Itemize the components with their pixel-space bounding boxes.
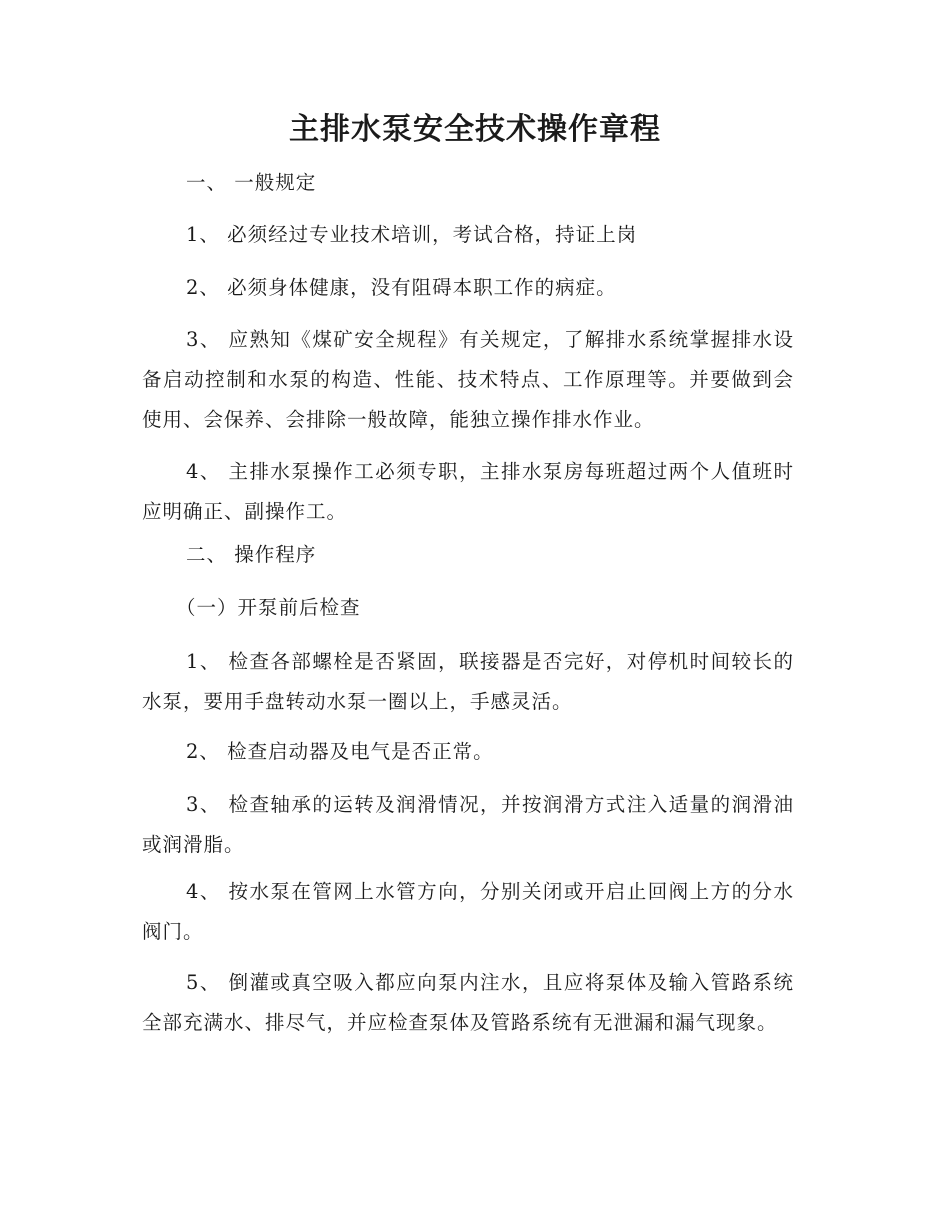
list-item: 4、 主排水泵操作工必须专职，主排水泵房每班超过两个人值班时应明确正、副操作工。 — [142, 460, 794, 523]
list-item: 4、 按水泵在管网上水管方向，分别关闭或开启止回阀上方的分水阀门。 — [142, 880, 794, 943]
list-item: 3、 检查轴承的运转及润滑情况，并按润滑方式注入适量的润滑油或润滑脂。 — [142, 793, 794, 856]
list-item: 2、 检查启动器及电气是否正常。 — [186, 740, 494, 763]
list-item: 1、 必须经过专业技术培训，考试合格，持证上岗 — [186, 223, 638, 246]
list-item: 1、 检查各部螺栓是否紧固，联接器是否完好，对停机时间较长的水泵，要用手盘转动水泵一圈以上，手感灵活。 — [142, 650, 794, 713]
list-item: 5、 倒灌或真空吸入都应向泵内注水，且应将泵体及输入管路系统全部充满水、排尽气，并应检查泵体及管路系统有无泄漏和漏气现象。 — [142, 971, 794, 1034]
document-title: 主排水泵安全技术操作章程 — [289, 112, 661, 147]
list-item: 3、 应熟知《煤矿安全规程》有关规定，了解排水系统掌握排水设备启动控制和水泵的构造、性能、技术特点、工作原理等。并要做到会使用、会保养、会排除一般故障，能独立操作排水作业。 — [142, 328, 794, 431]
subsection-heading: （一）开泵前后检查 — [176, 596, 361, 619]
list-item: 2、 必须身体健康，没有阻碍本职工作的病症。 — [186, 276, 617, 299]
section-heading-procedure: 二、 操作程序 — [186, 543, 317, 566]
section-heading-general: 一、 一般规定 — [186, 171, 317, 194]
